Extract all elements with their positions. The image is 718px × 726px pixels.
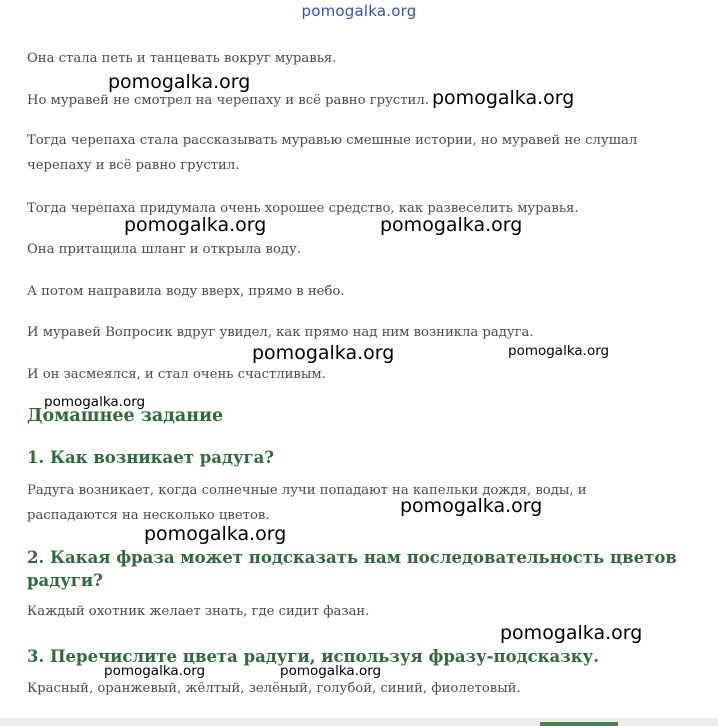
story-paragraph: Она стала петь и танцевать вокруг муравья. [27, 51, 337, 66]
watermark-text: pomogalka.org [508, 343, 610, 359]
question-heading: 1. Как возникает радуга? [27, 448, 274, 467]
watermark-text: pomogalka.org [44, 394, 146, 410]
footer-accent-button[interactable] [540, 722, 618, 726]
watermark-text: pomogalka.org [432, 87, 575, 109]
watermark-text: pomogalka.org [380, 214, 523, 236]
answer-paragraph: Каждый охотник желает знать, где сидит фазан. [27, 604, 370, 619]
question-heading: 2. Какая фраза может подсказать нам последовательность цветов радуги? [27, 548, 677, 590]
header-watermark: pomogalka.org [301, 2, 417, 20]
watermark-text: pomogalka.org [144, 523, 287, 545]
story-paragraph: И муравей Вопросик вдруг увидел, как прямо над ним возникла радуга. [27, 325, 534, 340]
watermark-text: pomogalka.org [500, 622, 643, 644]
question-heading: 3. Перечислите цвета радуги, используя фразу-подсказку. [27, 647, 599, 666]
story-paragraph: Она притащила шланг и открыла воду. [27, 242, 301, 257]
watermark-text: pomogalka.org [400, 495, 543, 517]
story-paragraph: Но муравей не смотрел на черепаху и всё равно грустил. [27, 93, 429, 108]
watermark-text: pomogalka.org [104, 663, 206, 679]
homework-title: Домашнее задание [27, 406, 224, 426]
story-paragraph: Тогда черепаха стала рассказывать муравью смешные истории, но муравей не слушал черепаху и всё равно грустил. [27, 133, 638, 173]
watermark-text: pomogalka.org [124, 214, 267, 236]
answer-paragraph: Радуга возникает, когда солнечные лучи попадают на капельки дождя, воды, и распадаются на несколько цветов. [27, 483, 587, 523]
watermark-text: pomogalka.org [280, 663, 382, 679]
story-paragraph: И он засмеялся, и стал очень счастливым. [27, 367, 326, 382]
answer-paragraph: Красный, оранжевый, жёлтый, зелёный, голубой, синий, фиолетовый. [27, 681, 521, 696]
story-paragraph: Тогда черепаха придумала очень хорошее средство, как развеселить муравья. [27, 201, 579, 216]
watermark-text: pomogalka.org [252, 342, 395, 364]
story-paragraph: А потом направила воду вверх, прямо в небо. [27, 284, 345, 299]
watermark-text: pomogalka.org [108, 71, 251, 93]
